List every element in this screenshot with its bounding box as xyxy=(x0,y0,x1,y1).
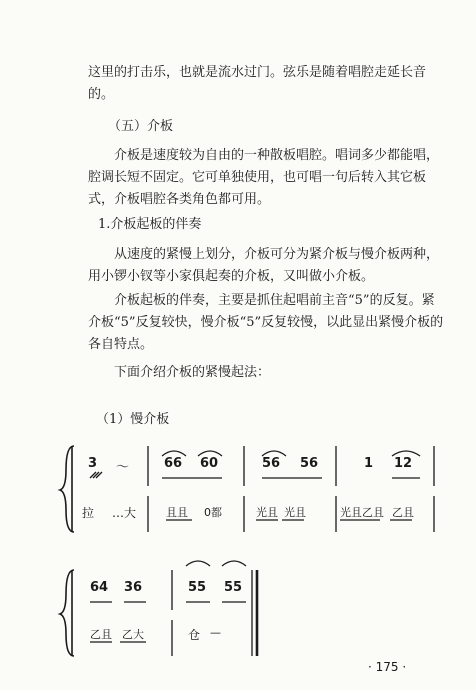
melody-note: 12 xyxy=(394,456,413,471)
sub-heading: 1.介板起板的伴奏 xyxy=(98,217,202,232)
example-label: （1）慢介板 xyxy=(96,412,170,427)
melody-note: 55 xyxy=(188,580,207,595)
paragraph-1: 这里的打击乐，也就是流水过门。弦乐是随着唱腔走延长音的。 xyxy=(88,65,427,102)
paragraph-4: 介板起板的伴奏，主要是抓住起唱前主音“5”的反复。紧介板“5”反复较快，慢介板“5”反复较慢，以此显出紧慢介板的各自特点。 xyxy=(88,293,444,352)
section-heading: （五）介板 xyxy=(108,119,174,134)
page-number: · 175 · xyxy=(368,660,407,674)
paragraph-3: 从速度的紧慢上划分，介板可分为紧介板与慢介板两种，用小锣小钗等小家俱起奏的介板，又叫做小介板。 xyxy=(88,247,440,284)
paragraph-2: 介板是速度较为自由的一种散板唱腔。唱词多少都能唱，腔调长短不固定。它可单独使用，也可唱一句后转入其它板式，介板唱腔各类角色都可用。 xyxy=(88,148,440,207)
percussion-syllable: 乙大 xyxy=(122,628,144,641)
percussion-syllable: 0都 xyxy=(204,506,222,519)
melody-note: 1 xyxy=(364,456,374,471)
percussion-syllable: 仓 xyxy=(188,628,201,642)
percussion-syllable: 光且 xyxy=(256,506,278,519)
melody-note: 64 xyxy=(90,580,109,595)
melody-note: 60 xyxy=(200,456,219,471)
percussion-syllable: …大 xyxy=(112,506,137,520)
melody-note: 66 xyxy=(164,456,183,471)
percussion-syllable: 且且 xyxy=(166,506,188,519)
melody-note: 3 xyxy=(88,456,98,471)
percussion-syllable: — xyxy=(210,626,221,639)
melody-note: 56 xyxy=(262,456,281,471)
percussion-syllable: 乙且 xyxy=(90,628,112,641)
percussion-syllable: 乙且 xyxy=(392,506,414,519)
melody-tilde: ～ xyxy=(116,460,130,475)
melody-note: 56 xyxy=(300,456,319,471)
percussion-syllable: 光且 xyxy=(284,506,306,519)
melody-note: 55 xyxy=(224,580,243,595)
percussion-syllable: 光且乙且 xyxy=(340,506,384,519)
percussion-syllable: 拉 xyxy=(82,506,95,520)
paragraph-5: 下面介绍介板的紧慢起法： xyxy=(114,365,271,380)
melody-note: 36 xyxy=(124,580,143,595)
